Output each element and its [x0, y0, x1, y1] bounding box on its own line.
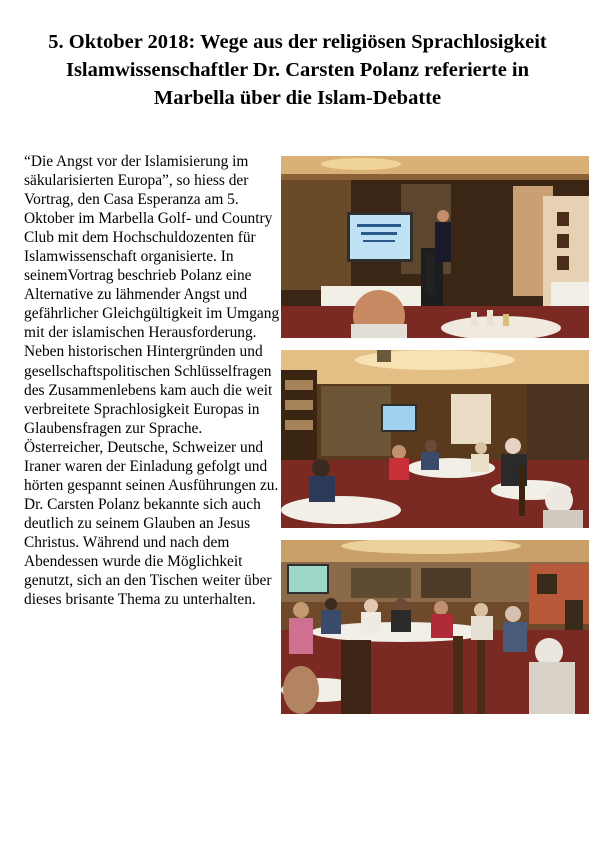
- headline-line-2: Islamwissenschaftler Dr. Carsten Polanz referierte in: [65, 59, 530, 81]
- headline-line-3: Marbella über die Islam-Debatte: [153, 87, 442, 109]
- dining-room-audience-photo: [281, 350, 589, 528]
- headline: [0, 28, 595, 112]
- article-text: “Die Angst vor der Islamisierung im säkularisierten Europa”, so hiess der Vortrag, den Casa Esperanza am 5. Oktober im Marbella Golf- und Country Club mit dem Hochschuldozenten für Islamwissenschaft organisierte. In seinemVortrag beschrieb Polanz eine Alternative zu lähmender Angst und gefährlicher Gleichgültigkeit im Umgang mit der islamischen Herausforderung. Neben historischen Hintergründen und gesellschaftspolitischen Schlüsselfragen des Zusammenlebens kam auch die weit verbreitete Sprachlosigkeit Europas in Glaubensfragen zur Sprache. Österreicher, Deutsche, Schweizer und Iraner waren der Einladung gefolgt und hörten gespannt seinen Ausführungen zu. Dr. Carsten Polanz bekannte sich auch deutlich zu seinem Glauben an Jesus Christus. Während und nach dem Abendessen wurde die Möglichkeit genutzt, sich an den Tischen weiter über dieses brisante Thema zu unterhalten.: [24, 153, 280, 609]
- restaurant-tables-photo: [281, 540, 589, 714]
- speaker-at-lectern-photo: [281, 156, 589, 338]
- headline-line-1: 5. Oktober 2018: Wege aus der religiösen Sprachlosigkeit: [48, 31, 547, 53]
